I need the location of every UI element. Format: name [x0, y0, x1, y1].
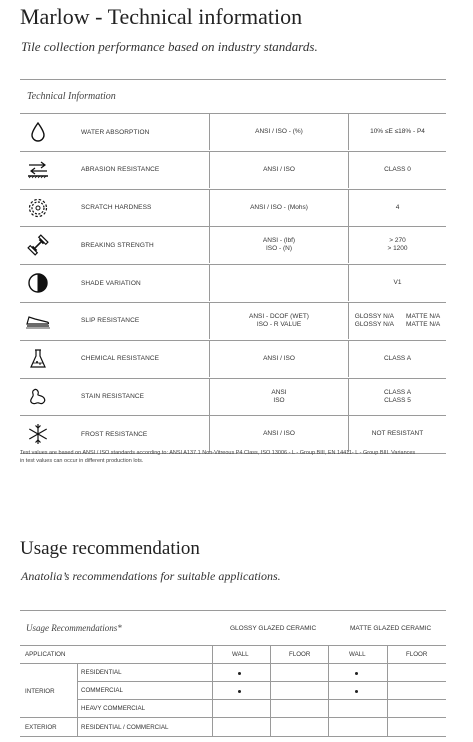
abrasion-icon [20, 152, 56, 188]
property-label: CHEMICAL RESISTANCE [81, 355, 160, 363]
value-text: MATTE N/A [406, 320, 441, 328]
technical-row [20, 341, 446, 379]
column-divider [212, 645, 213, 737]
value-text: MATTE N/A [406, 312, 441, 320]
column-divider [77, 663, 78, 737]
standard-cell [210, 227, 348, 263]
water-drop-icon [20, 114, 56, 150]
property-label: ABRASION RESISTANCE [81, 166, 160, 174]
usage-row-label: COMMERCIAL [81, 687, 123, 694]
value-text: V1 [393, 279, 402, 287]
standard-cell [210, 379, 348, 415]
divider [20, 610, 446, 611]
standard-cell [210, 303, 348, 339]
technical-row [20, 227, 446, 265]
value-text: CLASS 0 [384, 165, 411, 173]
footnote: Test values are based on ANSI / ISO standards according to: ANSI A137.1 Non-Vitreous P4 Class, ISO 13006 - L - Group BIII, EN 14411- L - Group BIII. Variances in test values can occur in different production lots. [20, 450, 416, 464]
standard-text: ANSI / ISO - (Mohs) [250, 203, 308, 211]
usage-table-title: Usage Recommendations* [26, 623, 122, 633]
standard-cell [210, 341, 348, 377]
value-text: GLOSSY N/A [354, 320, 395, 328]
value-text: > 1200 [387, 245, 408, 253]
usage-subtitle: Anatolia’s recommendations for suitable applications. [21, 569, 281, 583]
usage-row-label: RESIDENTIAL [81, 669, 122, 676]
value-text: 4 [395, 203, 400, 211]
technical-table [20, 114, 446, 454]
technical-row [20, 152, 446, 190]
value-text: 10% ≤E ≤18% - P4 [370, 128, 425, 135]
recommended-dot [355, 690, 358, 693]
column-divider [270, 645, 271, 737]
page-subtitle: Tile collection performance based on industry standards. [21, 39, 318, 54]
standard-cell [210, 152, 348, 188]
usage-title: Usage recommendation [20, 538, 200, 559]
divider [20, 736, 446, 737]
glossy-group-header: GLOSSY GLAZED CERAMIC [230, 625, 317, 632]
standard-text: ANSI / ISO [263, 430, 295, 438]
matte-values [406, 313, 440, 329]
glossy-wall-header: WALL [232, 651, 249, 658]
technical-row [20, 416, 446, 454]
property-label: FROST RESISTANCE [81, 430, 148, 438]
standard-text: ANSI - (lbf) [262, 237, 296, 245]
property-label: STAIN RESISTANCE [81, 393, 145, 401]
value-text: NOT RESISTANT [371, 430, 424, 438]
standard-cell [210, 416, 348, 452]
value-cell [349, 379, 446, 415]
interior-label: INTERIOR [25, 688, 55, 695]
application-header: APPLICATION [25, 651, 66, 658]
matte-wall-header: WALL [349, 651, 366, 658]
technical-section-title: Technical Information [27, 91, 116, 102]
value-text: CLASS A [383, 388, 412, 396]
exterior-label: EXTERIOR [25, 724, 57, 731]
standard-cell [210, 265, 348, 301]
standard-text: ANSI - DCOF (WET) [249, 312, 309, 320]
technical-row [20, 114, 446, 152]
snowflake-icon [20, 416, 56, 452]
matte-floor-header: FLOOR [406, 651, 428, 658]
shoe-icon [20, 303, 56, 339]
technical-row [20, 379, 446, 417]
divider [20, 717, 446, 718]
divider [77, 699, 446, 700]
property-label: SHADE VARIATION [81, 279, 141, 287]
value-text: GLOSSY N/A [354, 312, 395, 320]
matte-group-header: MATTE GLAZED CERAMIC [350, 625, 432, 632]
standard-text: ISO [273, 396, 285, 404]
technical-row [20, 190, 446, 228]
column-divider [328, 645, 329, 737]
divider [77, 681, 446, 682]
standard-text: ANSI [271, 388, 287, 396]
divider [20, 663, 446, 664]
property-label: SCRATCH HARDNESS [81, 204, 152, 212]
scratch-gear-icon [20, 190, 56, 226]
value-cell [349, 416, 446, 452]
value-text: CLASS A [383, 354, 412, 362]
page-title: Marlow - Technical information [20, 4, 303, 29]
flask-icon [20, 341, 56, 377]
standard-text: ISO - (N) [266, 245, 292, 253]
glossy-floor-header: FLOOR [289, 651, 311, 658]
property-label: WATER ABSORPTION [81, 128, 150, 136]
technical-row [20, 265, 446, 303]
value-text: > 270 [389, 237, 406, 245]
technical-row [20, 303, 446, 341]
property-label: BREAKING STRENGTH [81, 241, 154, 249]
divider [20, 645, 446, 646]
usage-row-label: RESIDENTIAL / COMMERCIAL [81, 724, 169, 731]
value-cell [349, 341, 446, 377]
usage-row-label: HEAVY COMMERCIAL [81, 705, 146, 712]
standard-text: ANSI / ISO [263, 354, 295, 362]
column-divider [387, 645, 388, 737]
value-cell [349, 114, 446, 150]
dumbbell-icon [20, 227, 56, 263]
value-cell [349, 265, 446, 301]
standard-cell [210, 114, 348, 150]
glossy-values [355, 313, 394, 329]
recommended-dot [238, 672, 241, 675]
value-cell [349, 227, 446, 263]
half-circle-icon [20, 265, 56, 301]
divider [20, 79, 446, 80]
standard-text: ANSI / ISO [263, 165, 295, 173]
value-cell [349, 190, 446, 226]
recommended-dot [238, 690, 241, 693]
value-cell [349, 152, 446, 188]
standard-cell [210, 190, 348, 226]
stain-icon [20, 379, 56, 415]
standard-text: ISO - R VALUE [256, 320, 302, 328]
value-text: CLASS 5 [384, 396, 411, 404]
standard-text: ANSI / ISO - (%) [255, 128, 303, 135]
recommended-dot [355, 672, 358, 675]
property-label: SLIP RESISTANCE [81, 317, 140, 325]
value-cell [349, 303, 446, 339]
